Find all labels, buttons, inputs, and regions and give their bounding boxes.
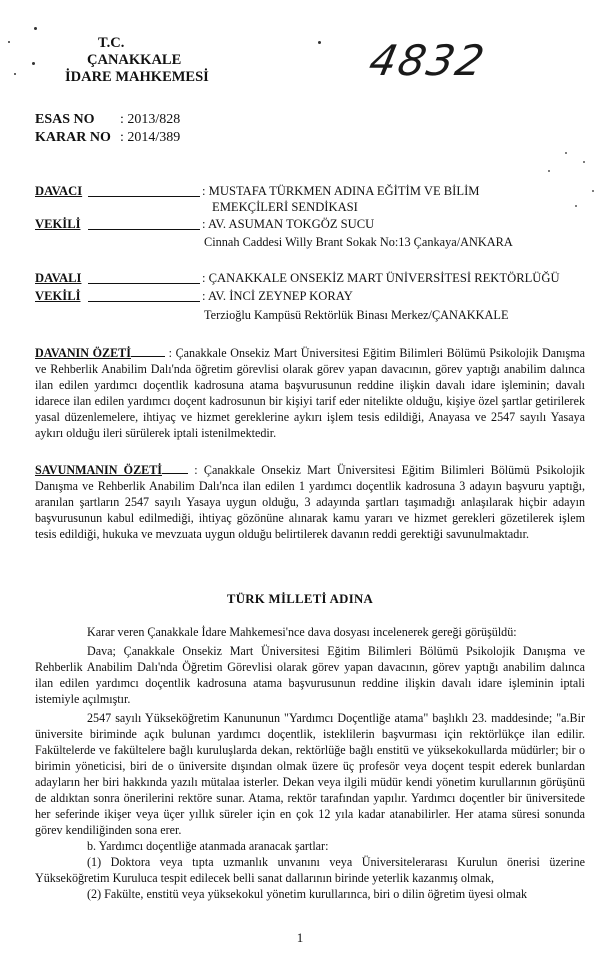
paragraph-6: (2) Fakülte, enstitü veya yüksekokul yönetim kurullarınca, biri o dilin öğretim üyesi olmak — [87, 887, 527, 901]
davali-vekil-label: VEKİLİ — [35, 289, 81, 303]
scan-mark — [548, 170, 550, 172]
header-line-tc: T.C. — [98, 35, 125, 51]
scan-mark — [565, 152, 567, 154]
scan-mark — [32, 62, 35, 65]
esas-label: ESAS NO — [35, 112, 95, 127]
dava-ozeti-gap — [131, 346, 165, 357]
savunma-ozeti-label: SAVUNMANIN ÖZETİ — [35, 463, 162, 477]
paragraph-1: Karar veren Çanakkale İdare Mahkemesi'nce dava dosyası incelenerek gereği görüşüldü: — [87, 625, 517, 639]
karar-label: KARAR NO — [35, 130, 111, 145]
dava-ozeti-label: DAVANIN ÖZETİ — [35, 346, 131, 360]
scan-mark — [592, 190, 594, 192]
karar-value: : 2014/389 — [120, 130, 181, 145]
page-number: 1 — [296, 930, 304, 945]
paragraph-5: (1) Doktora veya tıpta uzmanlık unvanını veya Üniversitelerarası Kurulun önerisi üzerine Yükseköğretim Kuruluca tespit edilecek belli sanat dallarının birinde yeterlik kazanmış olmak, — [35, 855, 585, 885]
scan-mark — [583, 161, 585, 163]
court-header — [58, 35, 238, 86]
reasoning-section — [35, 624, 585, 902]
paragraph-4: b. Yardımcı doçentliğe atanmada aranacak şartlar: — [87, 839, 329, 853]
davali-underline — [88, 283, 200, 284]
davali-vekil-underline — [88, 301, 200, 302]
karar-row — [35, 129, 335, 147]
davaci-vekil-label: VEKİLİ — [35, 217, 81, 231]
paragraph-3: 2547 sayılı Yükseköğretim Kanununun "Yardımcı Doçentliğe atama" başlıklı 23. maddesinde; "a.Bir üniversite biriminde açık bulunan yardımcı doçentlik, isteklilerin başvurması için rektörlükçe ilan edilir. Fakültelerde ve fakültelere bağlı kuruluşlarda dekan, rektörlüğe bağlı enstitü ve yüksekokullarda müdürler; bir o birimin yöneticisi, biri de o üniversite dışından olmak üzere üç profesör veya doçent tespit ederek bunlardan adayların her biri hakkında yazılı mütalaa isterler. Dekan veya ilgili müdür kendi yönetim kurullarının görüşünü de aldıktan sonra önerilerini rektöre sunar. Atama, rektör tarafından yapılır. Yardımcı doçentler bir üniversitede her seferinde ikişer veya üçer yıllık süreler için en çok 12 yıla kadar atanabilirler. Her atama süresi sonunda görev kendiliğinden sona erer. — [35, 711, 585, 837]
scan-mark — [8, 41, 10, 43]
scan-mark — [318, 41, 321, 44]
handwritten-number: 4832 — [364, 36, 491, 85]
case-numbers — [35, 111, 335, 147]
davaci-value-line1: : MUSTAFA TÜRKMEN ADINA EĞİTİM VE BİLİM — [202, 184, 480, 198]
davali-vekil-address: Terzioğlu Kampüsü Rektörlük Binası Merkez/ÇANAKKALE — [204, 308, 509, 322]
davaci-vekil-value: : AV. ASUMAN TOKGÖZ SUCU — [202, 217, 375, 231]
davaci-label: DAVACI — [35, 184, 83, 198]
header-line-court: İDARE MAHKEMESİ — [65, 69, 209, 85]
esas-row — [35, 111, 335, 129]
savunma-ozeti-section — [35, 462, 585, 542]
davaci-underline — [88, 196, 200, 197]
davali-vekil-value: : AV. İNCİ ZEYNEP KORAY — [202, 289, 353, 303]
dava-ozeti-section — [35, 345, 585, 441]
dava-ozeti-text: : Çanakkale Onsekiz Mart Üniversitesi Eğitim Bilimleri Bölümü Psikolojik Danışma ve Rehberlik Anabilim Dalı'nda öğretim görevlisi olarak görev yapan davacının, görev yaptığı anabilim dalınca ilan edilen yardımcı doçentlik kadrosuna atama başvurusunun reddine ilişkin davalı idare işleminin; davalı idarece ilan edilen yardımcı doçent kadrosunun bir kişiyi tarif eder nitelikte olduğu, kişiye özel şartlar getirilerek yasal düzenlemelere, ihtiyaç ve hizmet gereklerine aykırı işlem tesis edildiği, Anayasa ve 2547 sayılı Yasaya aykırı olduğu ileri sürülerek iptali istenilmektedir. — [35, 346, 585, 440]
davali-label: DAVALI — [35, 271, 82, 285]
judgment-title: TÜRK MİLLETİ ADINA — [226, 592, 374, 606]
davaci-vekil-address: Cinnah Caddesi Willy Brant Sokak No:13 Çankaya/ANKARA — [204, 235, 513, 249]
scan-mark — [14, 73, 16, 75]
paragraph-2: Dava; Çanakkale Onsekiz Mart Üniversitesi Eğitim Bilimleri Bölümü Psikolojik Danışma ve Rehberlik Anabilim Dalı'nda Öğretim Görevlisi olarak görev yapan davacının, görev yaptığı anabilim dalınca ilan edilen yardımcı doçentlik kadrosuna atama başvurusunun reddine ilişkin davalı idare işleminin iptali istemiyle açılmıştır. — [35, 644, 585, 706]
davaci-value-line2: EMEKÇİLERİ SENDİKASI — [212, 200, 358, 214]
davali-value: : ÇANAKKALE ONSEKİZ MART ÜNİVERSİTESİ REKTÖRLÜĞÜ — [202, 271, 560, 285]
davaci-vekil-underline — [88, 229, 200, 230]
scan-mark — [34, 27, 37, 30]
savunma-ozeti-gap — [162, 463, 188, 474]
header-line-city: ÇANAKKALE — [87, 52, 182, 68]
savunma-ozeti-text: : Çanakkale Onsekiz Mart Üniversitesi Eğitim Bilimleri Bölümü Psikolojik Danışma ve Rehberlik Anabilim Dalı'nca ilan edilen 1 yardımcı doçentlik kadrosuna 3 adayın başvuru yaptığı, aranılan şartların 2547 sayılı Yasaya uygun olduğu, 3 adayında şartları taşımadığı anlaşılarak hiçbir adayın başvurusunun kabul edilmediği, ihtiyaç gözönüne alınarak kamu yararı ve hizmet gerekleri gözetilerek işlem tesis edildiği, hukuka ve mevzuata uygun olduğu belirtilerek davanın reddi gerektiği savunulmaktadır. — [35, 463, 585, 541]
esas-value: : 2013/828 — [120, 112, 181, 127]
scan-mark — [575, 205, 577, 207]
